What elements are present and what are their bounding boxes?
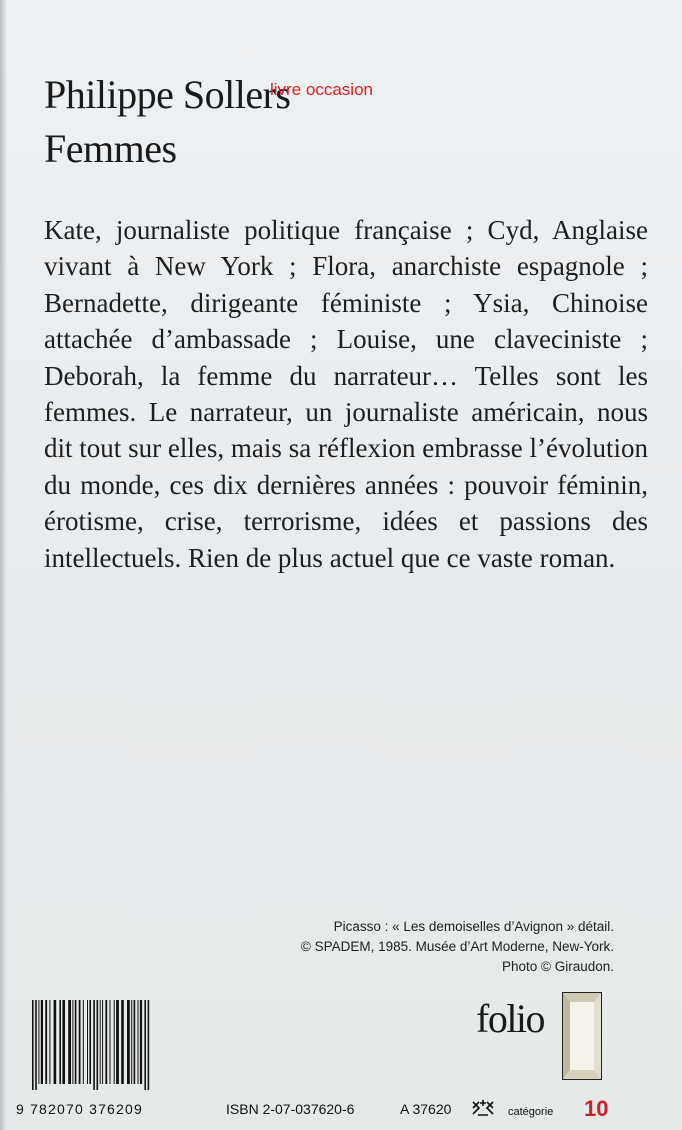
barcode-bars: [30, 1000, 214, 1090]
barcode-bar: [87, 1000, 88, 1084]
barcode-bar: [121, 1000, 124, 1084]
barcode-bar: [134, 1000, 136, 1084]
gallimard-emblem-icon: [470, 1098, 496, 1118]
author-name: Philippe Sollers: [44, 72, 291, 117]
barcode-digits: 9 782070 376209: [16, 1101, 143, 1117]
barcode-bar: [97, 1000, 99, 1090]
credit-line: Picasso : « Les demoiselles d’Avignon » détail.: [333, 919, 614, 934]
blurb-text: Kate, journaliste politique française ; Cyd, Anglaise vivant à New York ; Flora, anarchiste espagnole ; Bernadette, dirigeante féministe ; Ysia, Chinoise attachée d’ambassade ; Louise, une claveciniste ; Deborah, la femme du narrateur… Telles sont les femmes. Le narrateur, un journaliste américain, nous dit tout sur elles, mais sa réflexion embrasse l’évolution du monde, ces dix dernières années : pouvoir féminin, érotisme, crise, terrorisme, idées et passions des intellectuels. Rien de plus actuel que ce vaste roman.: [44, 215, 648, 573]
category-label: catégorie: [508, 1106, 554, 1118]
barcode-bar: [102, 1000, 103, 1084]
credit-line: © SPADEM, 1985. Musée d’Art Moderne, New-York.: [300, 939, 614, 954]
barcode-bar: [41, 1000, 43, 1084]
barcode-bar: [127, 1000, 130, 1084]
barcode-bar: [138, 1000, 139, 1084]
barcode-bar: [32, 1000, 34, 1090]
barcode-bar: [131, 1000, 132, 1084]
barcode-bar: [148, 1000, 150, 1090]
barcode-bar: [83, 1000, 84, 1084]
barcode-bar: [79, 1000, 81, 1084]
barcode-bar: [49, 1000, 50, 1084]
barcode-bar: [144, 1000, 146, 1090]
barcode-bar: [62, 1000, 65, 1084]
book-title: Femmes: [44, 126, 177, 171]
cover-edge: [0, 0, 6, 1130]
barcode-bar: [140, 1000, 142, 1084]
isbn-number: ISBN 2-07-037620-6: [226, 1101, 355, 1117]
credit-line: Photo © Giraudon.: [501, 959, 614, 974]
barcode-bar: [75, 1000, 77, 1084]
barcode-bar: [38, 1000, 39, 1084]
barcode-bar: [100, 1000, 101, 1084]
barcode-bar: [114, 1000, 115, 1084]
barcode-bar: [89, 1000, 91, 1084]
image-credits: [301, 917, 614, 977]
barcode-bar: [54, 1000, 57, 1084]
category-number: 10: [584, 1096, 609, 1121]
folio-logo: folio: [476, 996, 545, 1041]
barcode-bar: [105, 1000, 107, 1084]
barcode-bar: [45, 1000, 47, 1084]
barcode: [30, 1000, 214, 1090]
barcode-bar: [68, 1000, 71, 1084]
watermark-text: livre occasion: [270, 80, 373, 99]
barcode-bar: [93, 1000, 95, 1090]
barcode-bar: [59, 1000, 61, 1084]
barcode-bar: [72, 1000, 73, 1084]
barcode-bar: [35, 1000, 37, 1090]
catalog-code: A 37620: [400, 1101, 452, 1117]
folio-frame-icon: [560, 990, 604, 1082]
barcode-bar: [110, 1000, 111, 1084]
barcode-bar: [116, 1000, 119, 1084]
